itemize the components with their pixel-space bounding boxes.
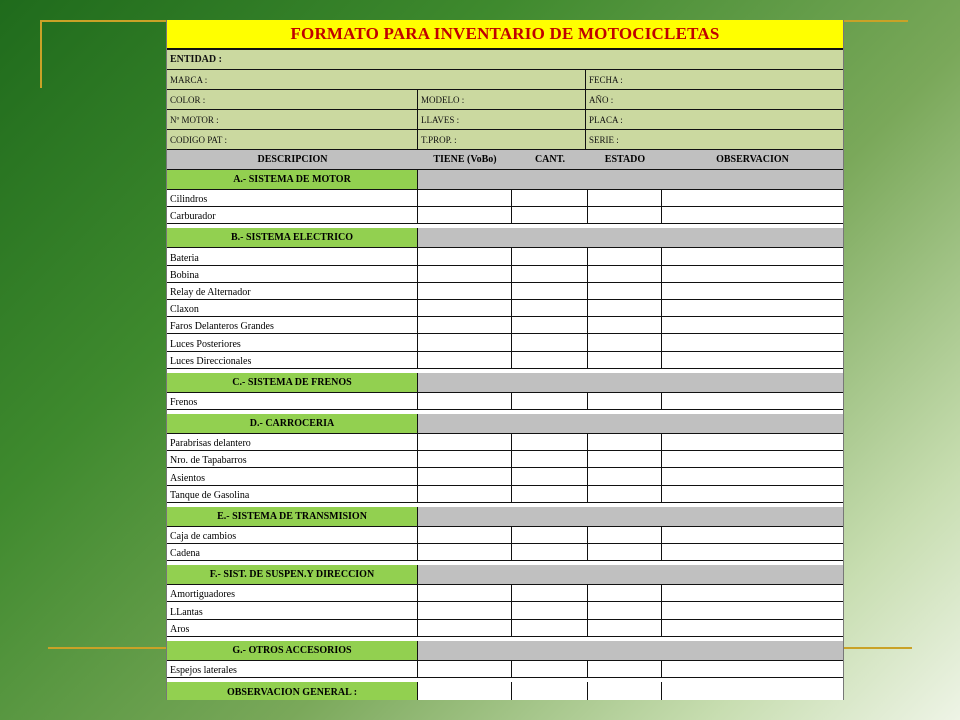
cant-cell[interactable] [512, 334, 588, 350]
observacion-cell[interactable] [662, 266, 843, 282]
section-header [167, 565, 843, 585]
llaves-field[interactable]: LLAVES : [418, 110, 586, 129]
tiene-cell[interactable] [418, 300, 512, 316]
color-field[interactable]: COLOR : [167, 90, 418, 109]
section-title: E.- SISTEMA DE TRANSMISION [167, 507, 418, 526]
estado-cell[interactable] [588, 620, 662, 636]
cant-cell[interactable] [512, 393, 588, 409]
cant-cell[interactable] [512, 620, 588, 636]
tiene-cell[interactable] [418, 486, 512, 502]
observacion-cell[interactable] [662, 527, 843, 543]
section-header [167, 507, 843, 527]
cant-cell[interactable] [512, 266, 588, 282]
codigo-row [167, 130, 843, 150]
form-title-row [167, 20, 843, 50]
serie-field[interactable]: SERIE : [589, 134, 619, 145]
tiene-cell[interactable] [418, 317, 512, 333]
observacion-cell[interactable] [662, 248, 843, 264]
motor-row [167, 110, 843, 130]
cant-cell[interactable] [512, 207, 588, 223]
cant-cell[interactable] [512, 661, 588, 677]
table-row [167, 468, 843, 485]
tiene-cell[interactable] [418, 190, 512, 206]
observacion-cell[interactable] [662, 190, 843, 206]
entidad-field[interactable]: ENTIDAD : [170, 54, 222, 65]
table-row [167, 434, 843, 451]
item-name: Parabrisas delantero [167, 434, 418, 450]
table-row [167, 317, 843, 334]
section-title: G.- OTROS ACCESORIOS [167, 641, 418, 660]
col-descripcion: DESCRIPCION [257, 154, 328, 165]
cant-cell[interactable] [512, 544, 588, 560]
tiene-cell[interactable] [418, 602, 512, 618]
cant-cell[interactable] [512, 527, 588, 543]
table-row [167, 527, 843, 544]
tiene-cell[interactable] [418, 527, 512, 543]
cant-cell[interactable] [512, 486, 588, 502]
table-row [167, 207, 843, 224]
section-title: A.- SISTEMA DE MOTOR [167, 170, 418, 189]
table-row [167, 283, 843, 300]
tiene-cell[interactable] [418, 248, 512, 264]
estado-cell[interactable] [588, 266, 662, 282]
entidad-row [167, 50, 843, 70]
col-estado: ESTADO [604, 154, 646, 165]
marca-row [167, 70, 843, 90]
section-fill [418, 170, 843, 189]
item-name: Asientos [167, 468, 418, 484]
estado-cell[interactable] [588, 682, 662, 700]
observacion-cell[interactable] [662, 451, 843, 467]
observacion-cell[interactable] [662, 468, 843, 484]
column-header-row [167, 150, 843, 170]
item-name: Carburador [167, 207, 418, 223]
table-row [167, 486, 843, 503]
estado-cell[interactable] [588, 661, 662, 677]
tiene-cell[interactable] [418, 334, 512, 350]
tiene-cell[interactable] [418, 352, 512, 368]
estado-cell[interactable] [588, 317, 662, 333]
tiene-cell[interactable] [418, 434, 512, 450]
cant-cell[interactable] [512, 468, 588, 484]
item-name: Amortiguadores [167, 585, 418, 601]
observacion-cell[interactable] [662, 585, 843, 601]
observacion-cell[interactable] [662, 620, 843, 636]
table-row [167, 190, 843, 207]
cant-cell[interactable] [512, 352, 588, 368]
fecha-field[interactable]: FECHA : [589, 74, 623, 85]
cant-cell[interactable] [512, 451, 588, 467]
section-fill [418, 373, 843, 392]
cant-cell[interactable] [512, 602, 588, 618]
cant-cell[interactable] [512, 682, 588, 700]
estado-cell[interactable] [588, 468, 662, 484]
estado-cell[interactable] [588, 434, 662, 450]
form-title: FORMATO PARA INVENTARIO DE MOTOCICLETAS [290, 24, 720, 43]
col-observacion: OBSERVACION [716, 154, 789, 165]
table-row [167, 393, 843, 410]
cant-cell[interactable] [512, 283, 588, 299]
table-row [167, 266, 843, 283]
table-row [167, 585, 843, 602]
observacion-general-row [167, 682, 843, 700]
section-fill [418, 414, 843, 433]
estado-cell[interactable] [588, 527, 662, 543]
tprop-field[interactable]: T.PROP. : [418, 130, 586, 149]
section-header [167, 641, 843, 661]
tiene-cell[interactable] [418, 682, 512, 700]
estado-cell[interactable] [588, 486, 662, 502]
cant-cell[interactable] [512, 190, 588, 206]
table-row [167, 334, 843, 351]
modelo-field[interactable]: MODELO : [418, 90, 586, 109]
col-tiene: TIENE (VoBo) [433, 154, 497, 165]
observacion-cell[interactable] [662, 334, 843, 350]
section-title: B.- SISTEMA ELECTRICO [167, 228, 418, 247]
section-fill [418, 507, 843, 526]
col-cant: CANT. [534, 154, 566, 165]
color-row [167, 90, 843, 110]
estado-cell[interactable] [588, 334, 662, 350]
estado-cell[interactable] [588, 248, 662, 264]
section-header [167, 414, 843, 434]
placa-field[interactable]: PLACA : [589, 114, 623, 125]
item-name: Luces Direccionales [167, 352, 418, 368]
item-name: Cilindros [167, 190, 418, 206]
observacion-cell[interactable] [662, 300, 843, 316]
tiene-cell[interactable] [418, 585, 512, 601]
estado-cell[interactable] [588, 190, 662, 206]
item-name: Bobina [167, 266, 418, 282]
section-title: F.- SIST. DE SUSPEN.Y DIRECCION [167, 565, 418, 584]
cant-cell[interactable] [512, 248, 588, 264]
tiene-cell[interactable] [418, 283, 512, 299]
observacion-cell[interactable] [662, 393, 843, 409]
estado-cell[interactable] [588, 283, 662, 299]
table-row [167, 300, 843, 317]
cant-cell[interactable] [512, 585, 588, 601]
tiene-cell[interactable] [418, 451, 512, 467]
estado-cell[interactable] [588, 352, 662, 368]
observacion-cell[interactable] [662, 352, 843, 368]
estado-cell[interactable] [588, 602, 662, 618]
table-row [167, 602, 843, 619]
item-name: Aros [167, 620, 418, 636]
observacion-cell[interactable] [662, 283, 843, 299]
item-name: Cadena [167, 544, 418, 560]
observacion-cell[interactable] [662, 486, 843, 502]
cant-cell[interactable] [512, 300, 588, 316]
observacion-general-label: OBSERVACION GENERAL : [167, 682, 418, 700]
table-row [167, 248, 843, 265]
cant-cell[interactable] [512, 317, 588, 333]
estado-cell[interactable] [588, 585, 662, 601]
tiene-cell[interactable] [418, 468, 512, 484]
observacion-cell[interactable] [662, 207, 843, 223]
table-row [167, 451, 843, 468]
table-row [167, 620, 843, 637]
estado-cell[interactable] [588, 393, 662, 409]
item-name: Frenos [167, 393, 418, 409]
decor-line-left [40, 20, 42, 88]
item-name: Claxon [167, 300, 418, 316]
observacion-cell[interactable] [662, 661, 843, 677]
cant-cell[interactable] [512, 434, 588, 450]
table-row [167, 544, 843, 561]
tiene-cell[interactable] [418, 661, 512, 677]
tiene-cell[interactable] [418, 620, 512, 636]
section-header [167, 373, 843, 393]
table-row [167, 661, 843, 678]
estado-cell[interactable] [588, 300, 662, 316]
section-fill [418, 641, 843, 660]
section-header [167, 228, 843, 248]
marca-field[interactable]: MARCA : [167, 70, 586, 89]
estado-cell[interactable] [588, 451, 662, 467]
section-fill [418, 565, 843, 584]
tiene-cell[interactable] [418, 393, 512, 409]
item-name: LLantas [167, 602, 418, 618]
estado-cell[interactable] [588, 207, 662, 223]
tiene-cell[interactable] [418, 544, 512, 560]
item-name: Bateria [167, 248, 418, 264]
section-title: C.- SISTEMA DE FRENOS [167, 373, 418, 392]
observacion-cell[interactable] [662, 434, 843, 450]
estado-cell[interactable] [588, 544, 662, 560]
observacion-cell[interactable] [662, 317, 843, 333]
item-name: Tanque de Gasolina [167, 486, 418, 502]
item-name: Nro. de Tapabarros [167, 451, 418, 467]
table-row [167, 352, 843, 369]
tiene-cell[interactable] [418, 207, 512, 223]
inventory-form [166, 20, 844, 700]
item-name: Relay de Alternador [167, 283, 418, 299]
section-header [167, 170, 843, 190]
anio-field[interactable]: AÑO : [589, 94, 614, 105]
tiene-cell[interactable] [418, 266, 512, 282]
section-fill [418, 228, 843, 247]
item-name: Faros Delanteros Grandes [167, 317, 418, 333]
observacion-cell[interactable] [662, 682, 843, 700]
observacion-cell[interactable] [662, 602, 843, 618]
codigo-field[interactable]: CODIGO PAT : [167, 130, 418, 149]
observacion-cell[interactable] [662, 544, 843, 560]
motor-field[interactable]: Nº MOTOR : [167, 110, 418, 129]
item-name: Caja de cambios [167, 527, 418, 543]
item-name: Luces Posteriores [167, 334, 418, 350]
section-title: D.- CARROCERIA [167, 414, 418, 433]
item-name: Espejos laterales [167, 661, 418, 677]
